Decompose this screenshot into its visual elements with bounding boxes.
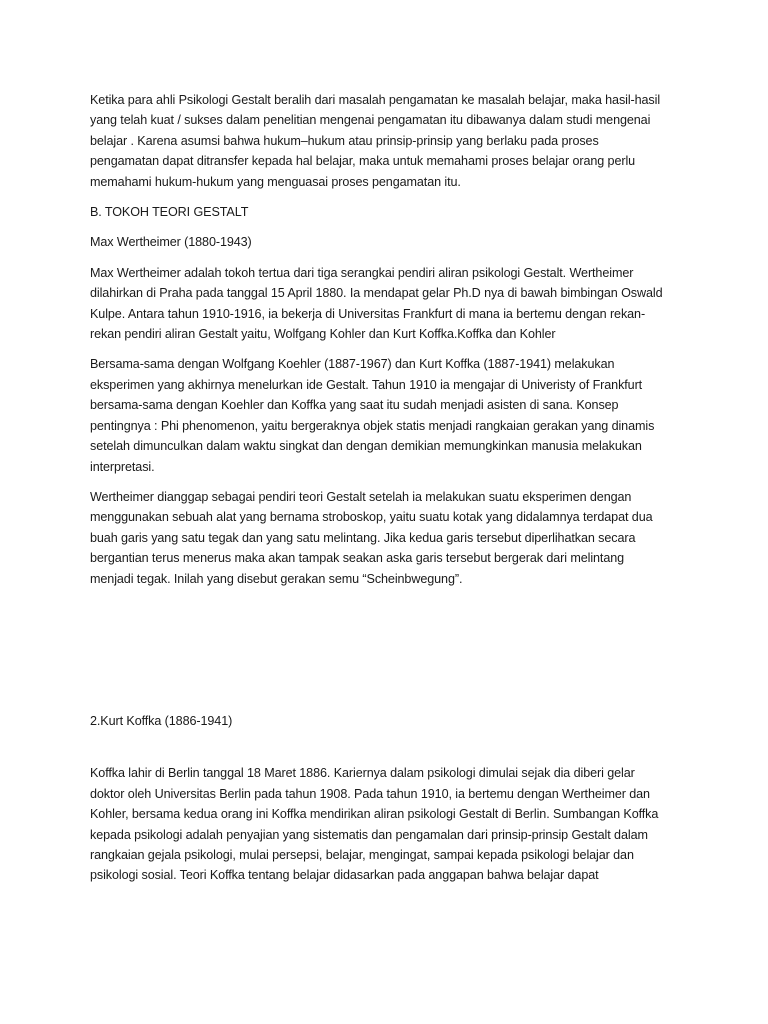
person2-heading: 2.Kurt Koffka (1886-1941) <box>90 713 233 728</box>
text-line: yang telah kuat / sukses dalam penelitian mengenai pengamatan itu dibawanya dalam studi mengenai <box>90 113 651 128</box>
text-line: Max Wertheimer adalah tokoh tertua dari tiga serangkai pendiri aliran psikologi Gestalt. Wertheimer <box>90 265 634 280</box>
text-line: buah garis yang satu tegak dan yang satu melintang. Jika kedua garis tersebut diperlihatkan secara <box>90 530 636 545</box>
text-line: doktor oleh Universitas Berlin pada tahun 1908. Pada tahun 1910, ia bertemu dengan Wertheimer dan <box>90 786 650 801</box>
text-line: memahami hukum-hukum yang menguasai proses pengamatan itu. <box>90 174 461 189</box>
intro-paragraph <box>90 90 690 192</box>
text-line: eksperimen yang akhirnya menelurkan ide Gestalt. Tahun 1910 ia mengajar di Univeristy of Frankfurt <box>90 377 643 392</box>
text-line: interpretasi. <box>90 459 155 474</box>
text-line: Kulpe. Antara tahun 1910-1916, ia bekerja di Universitas Frankfurt di mana ia bertemu dengan rekan- <box>90 306 646 321</box>
text-line: belajar . Karena asumsi bahwa hukum–hukum atau prinsip-prinsip yang berlaku pada proses <box>90 133 599 148</box>
person1-heading: Max Wertheimer (1880-1943) <box>90 235 252 250</box>
text-line: Koffka lahir di Berlin tanggal 18 Maret 1886. Kariernya dalam psikologi dimulai sejak dia diberi gelar <box>90 766 635 781</box>
text-line: menjadi tegak. Inilah yang disebut gerakan semu “Scheinbwegung”. <box>90 571 463 586</box>
text-line: pengamatan dapat ditransfer kepada hal belajar, maka untuk memahami proses belajar orang perlu <box>90 154 636 169</box>
text-line: Kohler, bersama kedua orang ini Koffka mendirikan aliran psikologi Gestalt di Berlin. Sumbangan Koffka <box>90 807 659 822</box>
person1-paragraph-2 <box>90 354 690 476</box>
text-line: rangkaian gejala psikologi, mulai persepsi, belajar, mengingat, sampai kepada psikologi belajar dan <box>90 847 634 862</box>
text-line: menggunakan sebuah alat yang bernama stroboskop, yaitu suatu kotak yang didalamnya terdapat dua <box>90 510 653 525</box>
text-line: Bersama-sama dengan Wolfgang Koehler (1887-1967) dan Kurt Koffka (1887-1941) melakukan <box>90 357 615 372</box>
text-line: kepada psikologi adalah penyajian yang sistematis dan pengamalan dari prinsip-prinsip Gestalt dalam <box>90 827 648 842</box>
text-line: Wertheimer dianggap sebagai pendiri teori Gestalt setelah ia melakukan suatu eksperimen dengan <box>90 489 632 504</box>
document-page <box>90 90 690 886</box>
text-line: psikologi sosial. Teori Koffka tentang belajar didasarkan pada anggapan bahwa belajar dapat <box>90 868 599 883</box>
text-line: rekan pendiri aliran Gestalt yaitu, Wolfgang Kohler dan Kurt Koffka.Koffka dan Kohler <box>90 327 556 342</box>
text-line: pentingnya : Phi phenomenon, yaitu bergeraknya objek statis menjadi rangkaian gerakan yang dinamis <box>90 418 655 433</box>
person1-paragraph-1 <box>90 263 690 345</box>
text-line: dilahirkan di Praha pada tanggal 15 April 1880. Ia mendapat gelar Ph.D nya di bawah bimbingan Oswald <box>90 286 663 301</box>
section-heading: B. TOKOH TEORI GESTALT <box>90 205 249 220</box>
text-line: bersama-sama dengan Koehler dan Koffka yang saat itu sudah menjadi asisten di sana. Konsep <box>90 398 619 413</box>
text-line: Ketika para ahli Psikologi Gestalt beralih dari masalah pengamatan ke masalah belajar, maka hasil-hasil <box>90 93 661 107</box>
text-line: setelah dimunculkan dalam waktu singkat dan dengan demikian memungkinkan manusia melakukan <box>90 439 642 454</box>
person1-paragraph-3 <box>90 487 690 589</box>
person2-paragraph-1 <box>90 763 690 885</box>
text-line: bergantian terus menerus maka akan tampak seakan aska garis tersebut bergerak dari melintang <box>90 551 625 566</box>
